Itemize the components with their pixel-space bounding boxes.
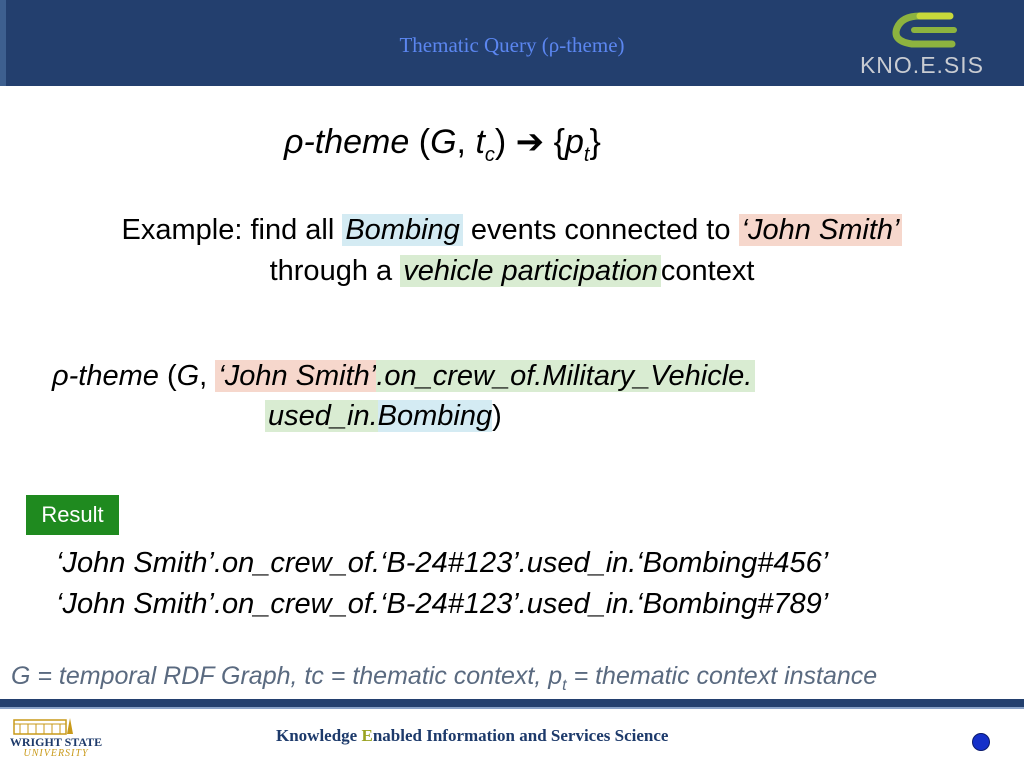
expression-path-1: .on_crew_of.Military_Vehicle. <box>376 360 755 392</box>
example-prefix: Example: find all <box>121 214 335 246</box>
expression-bombing: Bombing <box>377 400 493 432</box>
slide-nav-button[interactable] <box>972 733 990 751</box>
example-bombing: Bombing <box>342 214 462 246</box>
footer-rule <box>0 699 1024 707</box>
formula-g: G <box>430 123 457 161</box>
example-line-1 <box>0 214 1024 247</box>
formula-line <box>284 122 601 167</box>
formula-t: t <box>475 123 485 161</box>
expression-comma: , <box>199 360 208 392</box>
formula-set-open: { <box>553 123 565 161</box>
footer-tagline-post: nabled Information and Services Science <box>372 726 669 745</box>
example-mid: events connected to <box>470 214 731 246</box>
arrow-icon: ➔ <box>515 123 545 161</box>
footer-tagline-accent: E <box>361 726 373 745</box>
header-band <box>0 0 1024 86</box>
legend-note <box>11 662 877 695</box>
footer-tagline-pre: Knowledge <box>276 726 362 745</box>
expression-john-smith: ‘John Smith’ <box>215 360 376 392</box>
expression-close-paren: ) <box>492 400 502 432</box>
knoesis-e-icon <box>842 8 1002 52</box>
result-badge: Result <box>26 495 119 535</box>
formula-rho-theme: ρ-theme <box>284 123 410 161</box>
legend-part-1: G = temporal RDF Graph, tc = thematic context, p <box>11 662 563 690</box>
expression-rho-theme: ρ-theme <box>52 360 159 392</box>
formula-close-paren: ) <box>494 123 507 161</box>
knoesis-wordmark: KNO.E.SIS <box>859 52 985 78</box>
knoesis-logo <box>842 8 1002 78</box>
example-line2-prefix: through a <box>269 255 393 287</box>
expression-line-1 <box>52 360 755 393</box>
formula-p-sub: t <box>583 143 590 166</box>
formula-t-sub: c <box>484 143 495 166</box>
expression-g: G <box>176 360 200 392</box>
formula-set-close: } <box>589 123 601 161</box>
slide-title-text: Thematic Query (ρ-theme) <box>399 33 625 57</box>
wright-state-logo <box>6 714 106 764</box>
expression-path-2: used_in. <box>265 400 378 432</box>
result-line-2: ‘John Smith’.on_crew_of.‘B-24#123’.used_in.‘Bombing#789’ <box>56 588 829 620</box>
example-john-smith: ‘John Smith’ <box>739 214 903 246</box>
legend-part-2: = thematic context instance <box>566 662 878 690</box>
example-vehicle-participation: vehicle participation <box>400 255 661 287</box>
result-line-1: ‘John Smith’.on_crew_of.‘B-24#123’.used_in.‘Bombing#456’ <box>56 547 829 579</box>
wright-state-university: UNIVERSITY <box>23 748 89 759</box>
formula-open-paren: ( <box>418 123 431 161</box>
wright-state-building-icon <box>6 714 106 736</box>
example-line-2 <box>0 255 1024 288</box>
legend-sub: t <box>562 677 567 694</box>
formula-comma: , <box>456 123 466 161</box>
formula-p: p <box>564 123 584 161</box>
example-line2-suffix: context <box>660 255 755 287</box>
wright-state-name: WRIGHT STATE <box>9 735 103 749</box>
expression-open-paren: ( <box>166 360 177 392</box>
expression-line-2 <box>265 400 502 433</box>
footer-rule-thin <box>0 707 1024 709</box>
footer-tagline <box>276 726 668 746</box>
